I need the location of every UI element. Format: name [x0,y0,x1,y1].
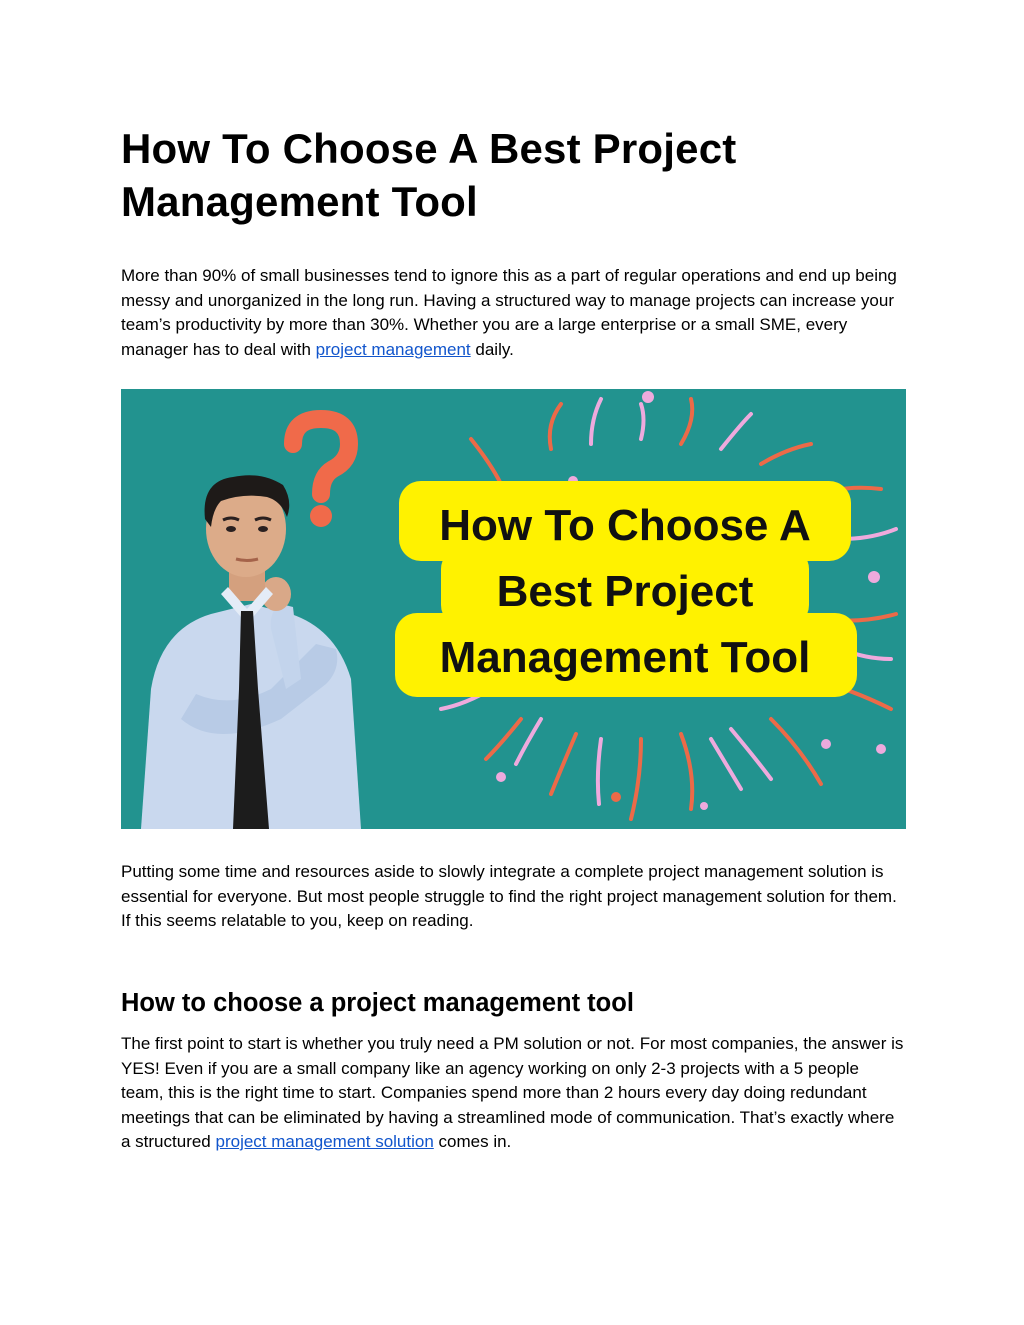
hero-headline-line-2: Best Project [496,567,754,616]
section-text-end: comes in. [433,1132,512,1151]
page-title: How To Choose A Best Project Management Tool [121,125,737,225]
hero-headline-line-1: How To Choose A [439,501,811,550]
project-management-solution-link[interactable]: project management solution [215,1132,434,1151]
intro-text: More than 90% of small businesses tend to ignore this as a part of regular operations and end up being messy and unorganized in the long run. Having a structured way to manage projects can increase your team’s productivity by more than 30%. Whether you are a large enterprise or a small SME, every manager has to deal with [121,266,897,359]
intro-text-end: daily. [470,339,514,359]
section-text: The first point to start is whether you truly need a PM solution or not. For most companies, the answer is YES! Even if you are a small company like an agency working on only 2-3 projects with a 5 people team, this is the right time to start. Companies spend more than 2 hours every day doing redundant meetings that can be eliminated by having a streamlined mode of communication. That’s exactly where a structured [121,1034,904,1151]
project-management-link[interactable]: project management [315,339,471,359]
headline-banner [395,481,857,697]
section-paragraph [121,1032,906,1155]
section-heading: How to choose a project management tool [121,989,634,1017]
hero-illustration [121,389,906,829]
intro-paragraph [121,264,906,362]
hero-headline-line-3: Management Tool [439,633,811,682]
body-paragraph: Putting some time and resources aside to slowly integrate a complete project management solution is essential for everyone. But most people struggle to find the right project management solution for them. If this seems relatable to you, keep on reading. [121,862,897,930]
hero-image [121,389,906,829]
